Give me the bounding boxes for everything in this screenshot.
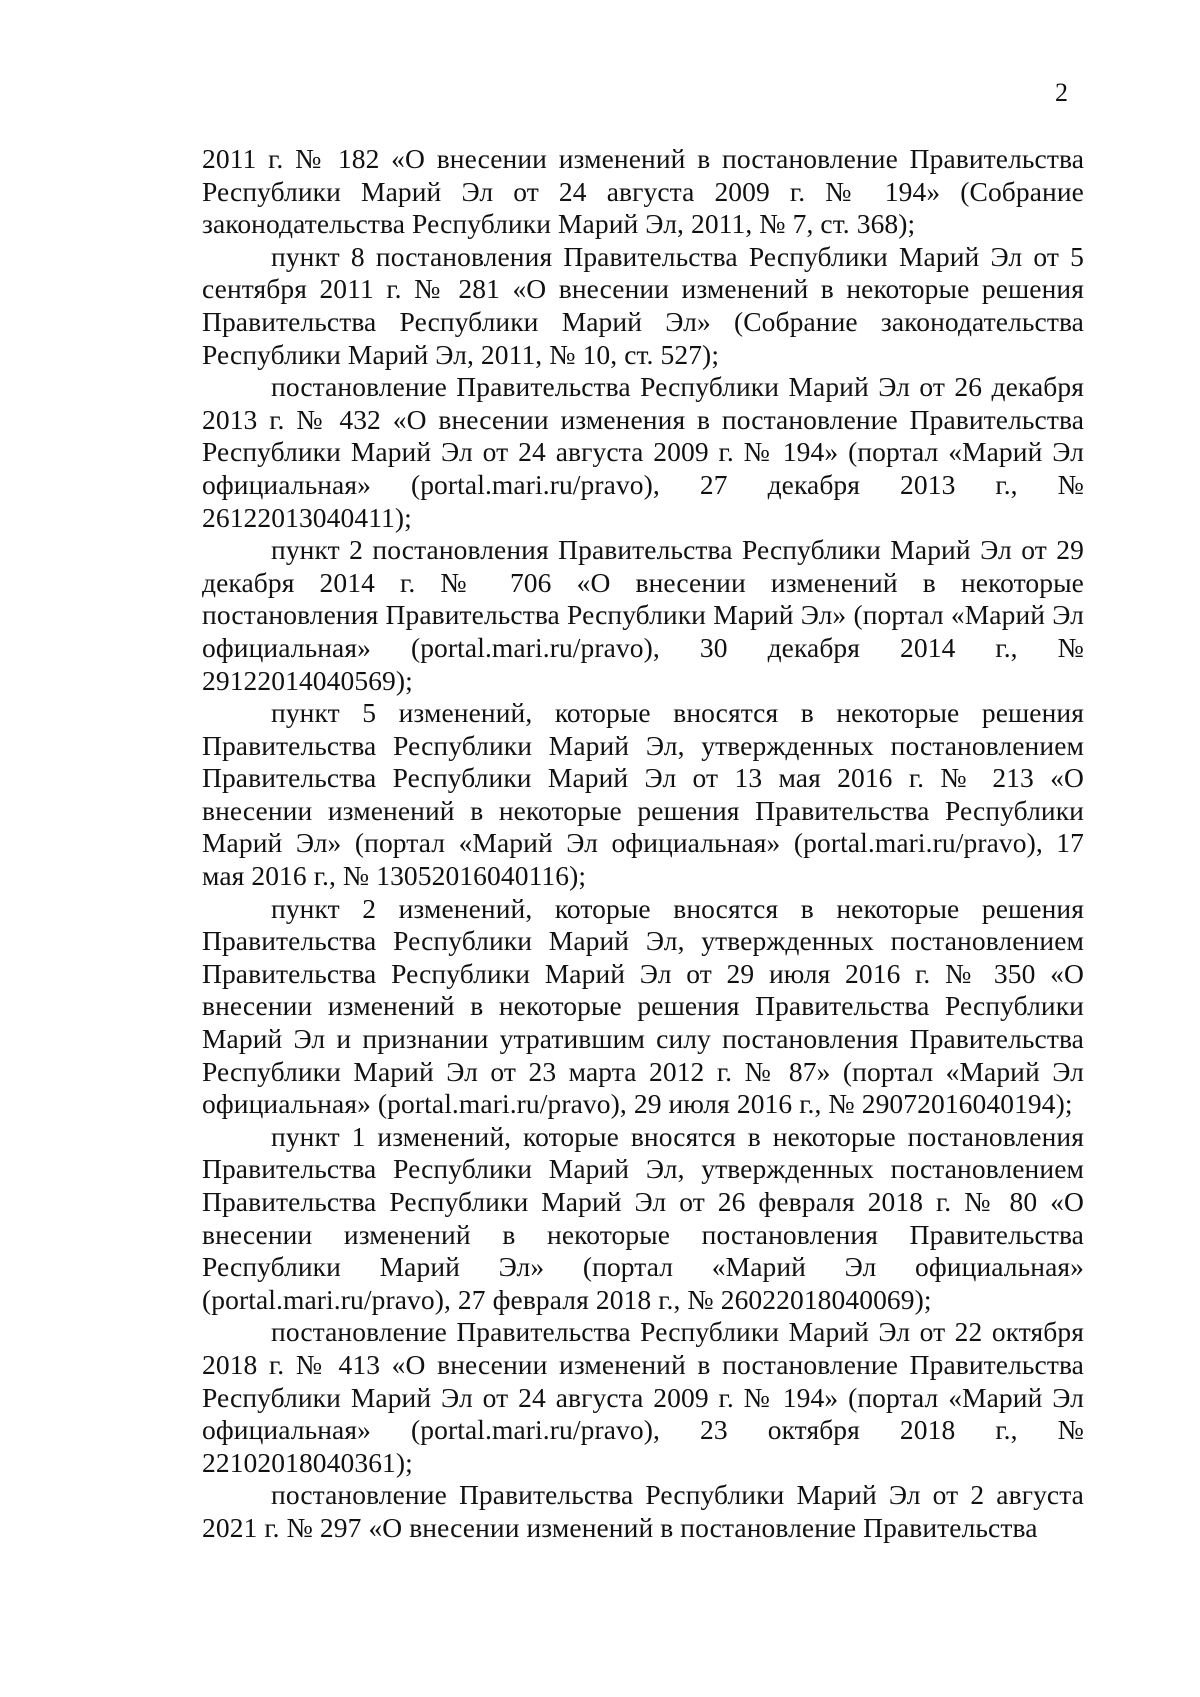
paragraph-8: постановление Правительства Республики Марий Эл от 22 октября 2018 г. № 413 «О внесении изменений в постановление Правительства Республики Марий Эл от 24 августа 2009 г. № 194» (портал «Марий Эл официальная» (portal.mari.ru/pravo), 23 октября 2018 г., № 22102018040361); — [202, 1316, 1084, 1478]
paragraph-7: пункт 1 изменений, которые вносятся в некоторые постановления Правительства Республики Марий Эл, утвержденных постановлением Правительства Республики Марий Эл от 26 февраля 2018 г. № 80 «О внесении изменений в некоторые постановления Правительства Республики Марий Эл» (портал «Марий Эл официальная» (portal.mari.ru/pravo), 27 февраля 2018 г., № 26022018040069); — [202, 1120, 1084, 1315]
paragraph-3: постановление Правительства Республики Марий Эл от 26 декабря 2013 г. № 432 «О внесении изменения в постановление Правительства Республики Марий Эл от 24 августа 2009 г. № 194» (портал «Марий Эл официальная» (portal.mari.ru/pravo), 27 декабря 2013 г., № 26122013040411); — [202, 371, 1084, 533]
paragraph-6: пункт 2 изменений, которые вносятся в некоторые решения Правительства Республики Марий Эл, утвержденных постановлением Правительства Республики Марий Эл от 29 июля 2016 г. № 350 «О внесении изменений в некоторые решения Правительства Республики Марий Эл и признании утратившим силу постановления Правительства Республики Марий Эл от 23 марта 2012 г. № 87» (портал «Марий Эл официальная» (portal.mari.ru/pravo), 29 июля 2016 г., № 29072016040194); — [202, 892, 1084, 1120]
paragraph-9: постановление Правительства Республики Марий Эл от 2 августа 2021 г. № 297 «О внесении изменений в постановление Правительства — [202, 1479, 1084, 1543]
document-body — [202, 143, 1084, 1545]
paragraph-2: пункт 8 постановления Правительства Республики Марий Эл от 5 сентября 2011 г. № 281 «О внесении изменений в некоторые решения Правительства Республики Марий Эл» (Собрание законодательства Республики Марий Эл, 2011, № 10, ст. 527); — [202, 240, 1084, 370]
paragraph-5: пункт 5 изменений, которые вносятся в некоторые решения Правительства Республики Марий Эл, утвержденных постановлением Правительства Республики Марий Эл от 13 мая 2016 г. № 213 «О внесении изменений в некоторые решения Правительства Республики Марий Эл» (портал «Марий Эл официальная» (portal.mari.ru/pravo), 17 мая 2016 г., № 13052016040116); — [202, 697, 1084, 892]
page-number: 2 — [1055, 78, 1068, 107]
paragraph-4: пункт 2 постановления Правительства Республики Марий Эл от 29 декабря 2014 г. № 706 «О внесении изменений в некоторые постановления Правительства Республики Марий Эл» (портал «Марий Эл официальная» (portal.mari.ru/pravo), 30 декабря 2014 г., № 29122014040569); — [202, 534, 1084, 696]
paragraph-1: 2011 г. № 182 «О внесении изменений в постановление Правительства Республики Марий Эл от 24 августа 2009 г. № 194» (Собрание законодательства Республики Марий Эл, 2011, № 7, ст. 368); — [202, 143, 1084, 240]
